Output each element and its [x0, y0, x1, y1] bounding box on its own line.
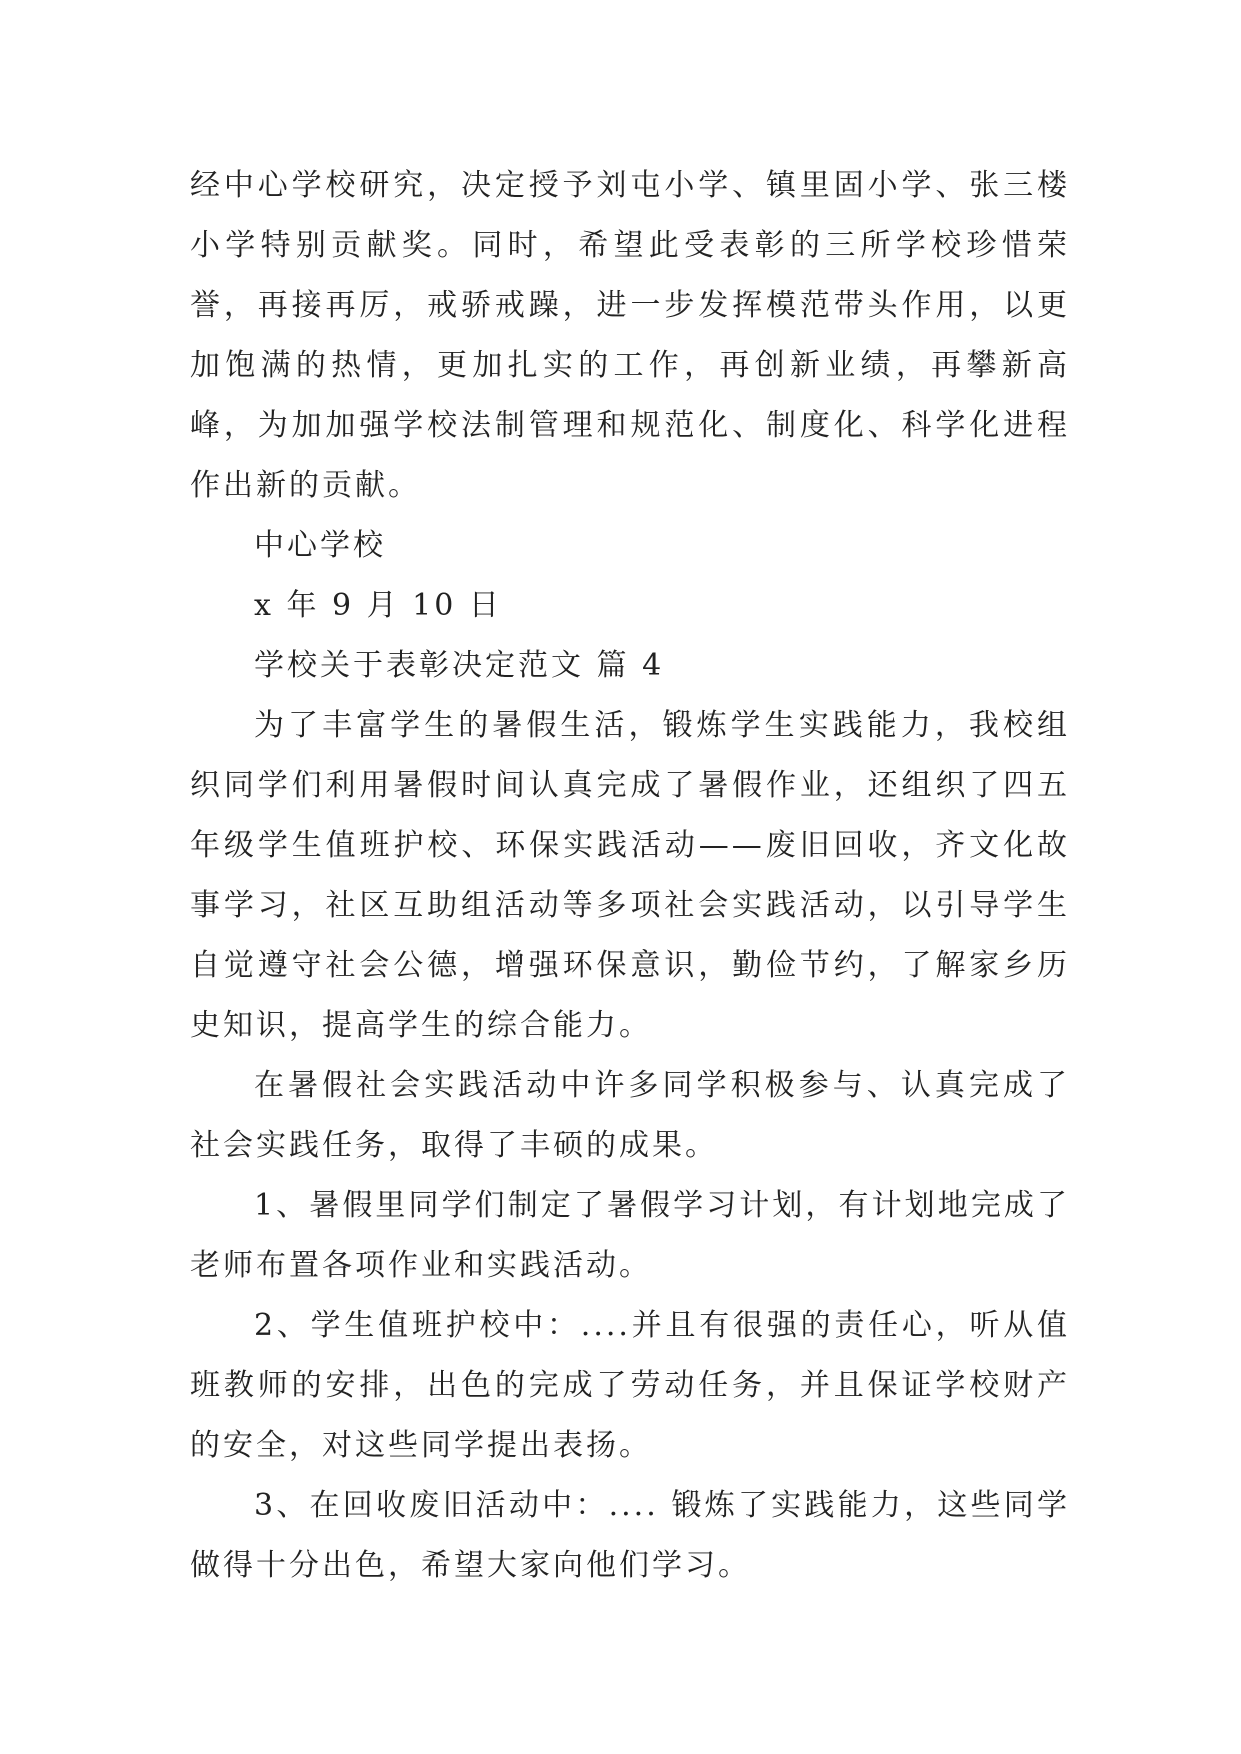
document-body — [190, 156, 1070, 1596]
paragraph-award-decision: 经中心学校研究，决定授予刘屯小学、镇里固小学、张三楼小学特别贡献奖。同时，希望此受表彰的三所学校珍惜荣誉，再接再厉，戒骄戒躁，进一步发挥模范带头作用，以更加饱满的热情，更加扎实的工作，再创新业绩，再攀新高峰，为加加强学校法制管理和规范化、制度化、科学化进程作出新的贡献。 — [190, 168, 1070, 503]
list-item-3: 3、在回收废旧活动中：.... 锻炼了实践能力，这些同学做得十分出色，希望大家向他们学习。 — [190, 1488, 1070, 1583]
paragraph-summer-activities: 为了丰富学生的暑假生活，锻炼学生实践能力，我校组织同学们利用暑假时间认真完成了暑假作业，还组织了四五年级学生值班护校、环保实践活动——废旧回收，齐文化故事学习，社区互助组活动等多项社会实践活动，以引导学生自觉遵守社会公德，增强环保意识，勤俭节约，了解家乡历史知识，提高学生的综合能力。 — [190, 708, 1070, 1043]
list-item-1: 1、暑假里同学们制定了暑假学习计划，有计划地完成了老师布置各项作业和实践活动。 — [190, 1188, 1070, 1283]
paragraph-practice-results: 在暑假社会实践活动中许多同学积极参与、认真完成了社会实践任务，取得了丰硕的成果。 — [190, 1068, 1070, 1163]
list-item-2: 2、学生值班护校中：....并且有很强的责任心，听从值班教师的安排，出色的完成了劳动任务，并且保证学校财产的安全，对这些同学提出表扬。 — [190, 1308, 1070, 1463]
section-heading: 学校关于表彰决定范文 篇 4 — [254, 648, 665, 683]
signature-date: x 年 9 月 10 日 — [254, 588, 502, 623]
signature-school: 中心学校 — [254, 528, 386, 563]
